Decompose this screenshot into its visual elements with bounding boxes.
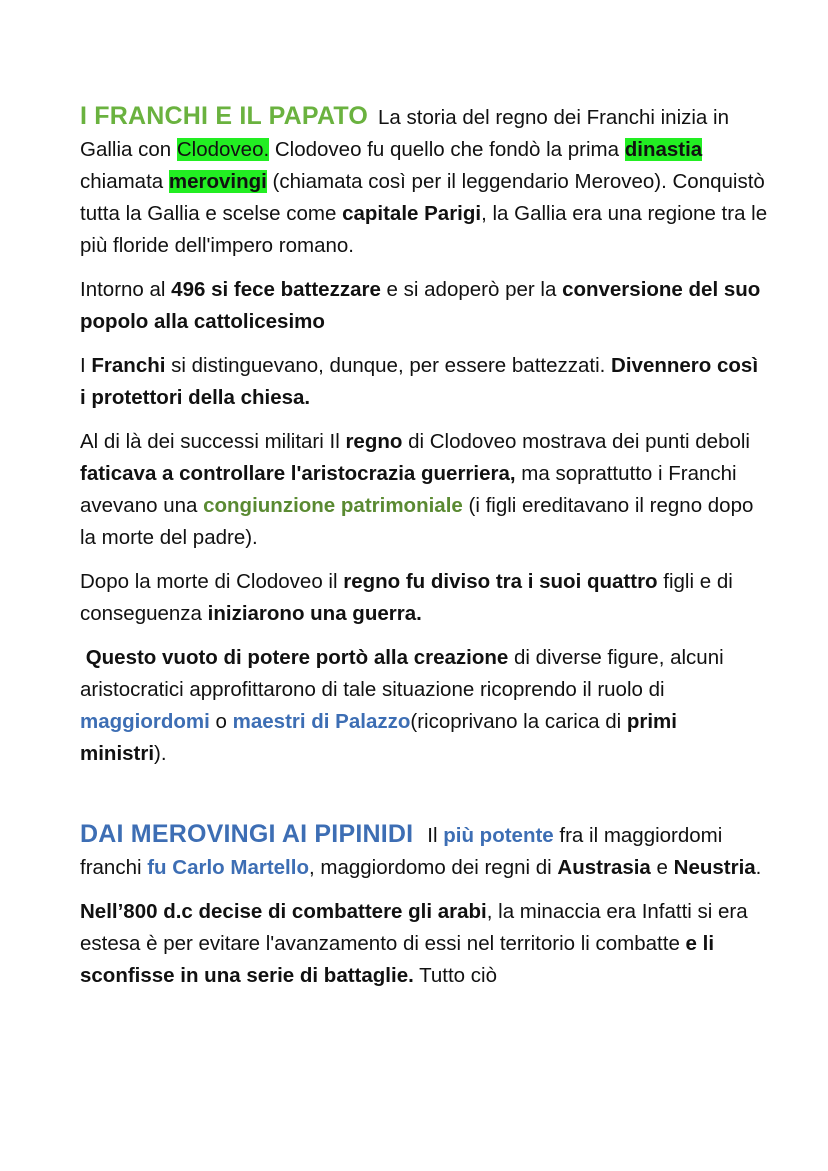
bold-text: 496 si fece battezzare (171, 278, 381, 301)
term-piu-potente: più potente (443, 824, 554, 847)
highlight-clodoveo: Clodoveo. (176, 138, 270, 161)
paragraph-carlo-martello (80, 818, 768, 884)
text: fra il maggiordomi franchi (80, 824, 723, 879)
text: Al di là dei successi militari Il (80, 430, 346, 453)
term-maestri-di-palazzo: maestri di Palazzo (232, 710, 411, 733)
text: e (650, 856, 674, 879)
bold-austrasia: Austrasia (557, 856, 651, 879)
text: si distinguevano, dunque, per essere battezzati. (165, 354, 612, 377)
paragraph-divisione-regno (80, 566, 768, 630)
bold-text: regno fu diviso tra i suoi quattro (343, 570, 658, 593)
text: . (755, 856, 762, 879)
text: Il (427, 824, 444, 847)
text: Clodoveo fu quello che fondò la prima (269, 138, 625, 161)
term-carlo-martello: fu Carlo Martello (147, 856, 309, 879)
text: ma soprattutto i Franchi avevano una (80, 462, 737, 517)
section-spacer (80, 782, 768, 818)
bold-primi-ministri: primi ministri (80, 710, 677, 765)
paragraph-punti-deboli (80, 426, 768, 554)
text: Dopo la morte di Clodoveo il (80, 570, 344, 593)
term-congiunzione-patrimoniale: congiunzione patrimoniale (203, 494, 463, 517)
bold-text: iniziarono una guerra. (207, 602, 422, 625)
bold-text: Questo vuoto di potere portò alla creazione (85, 646, 509, 669)
bold-neustria: Neustria (673, 856, 756, 879)
paragraph-intro (80, 100, 768, 262)
text: Tutto ciò (413, 964, 497, 987)
bold-text: Nell’800 d.c decise di combattere gli arabi (80, 900, 487, 923)
text: chiamata (80, 170, 169, 193)
paragraph-arabi (80, 896, 768, 992)
paragraph-battesimo (80, 274, 768, 338)
bold-text: e li sconfisse in una serie di battaglie. (80, 932, 715, 987)
text: La storia del regno dei Franchi inizia in Gallia con (80, 106, 729, 161)
highlight-dinastia: dinastia (624, 138, 703, 161)
text: e si adoperò per la (380, 278, 563, 301)
paragraph-maggiordomi (80, 642, 768, 770)
bold-text: regno (345, 430, 403, 453)
text: , la minaccia era Infatti si era estesa è per evitare l'avanzamento di essi nel territorio li combatte (80, 900, 748, 955)
text: , maggiordomo dei regni di (308, 856, 558, 879)
text: o (209, 710, 233, 733)
text: ). (154, 742, 167, 765)
highlight-merovingi: merovingi (168, 170, 267, 193)
bold-capitale-parigi: capitale Parigi (342, 202, 482, 225)
text: di Clodoveo mostrava dei punti deboli (402, 430, 750, 453)
text: di diverse figure, alcuni aristocratici approfittarono di tale situazione ricoprendo il ruolo di (80, 646, 724, 701)
bold-text: Divennero così i protettori della chiesa. (80, 354, 759, 409)
text: (i figli ereditavano il regno dopo la morte del padre). (80, 494, 754, 549)
bold-text: faticava a controllare l'aristocrazia guerriera, (80, 462, 516, 485)
section-title-franchi-papato: I FRANCHI E IL PAPATO (80, 102, 369, 130)
text: (ricoprivano la carica di (410, 710, 627, 733)
bold-text: conversione del suo popolo alla cattolicesimo (80, 278, 761, 333)
text: Intorno al (80, 278, 172, 301)
text: , la Gallia era una regione tra le più floride dell'impero romano. (80, 202, 768, 257)
text: (chiamata così per il leggendario Meroveo). Conquistò tutta la Gallia e scelse come (80, 170, 765, 225)
bold-text: Franchi (91, 354, 166, 377)
text: I (80, 354, 92, 377)
term-maggiordomi: maggiordomi (80, 710, 210, 733)
paragraph-protettori (80, 350, 768, 414)
section-title-merovingi-pipinidi: DAI MEROVINGI AI PIPINIDI (80, 820, 414, 848)
text: figli e di conseguenza (80, 570, 733, 625)
